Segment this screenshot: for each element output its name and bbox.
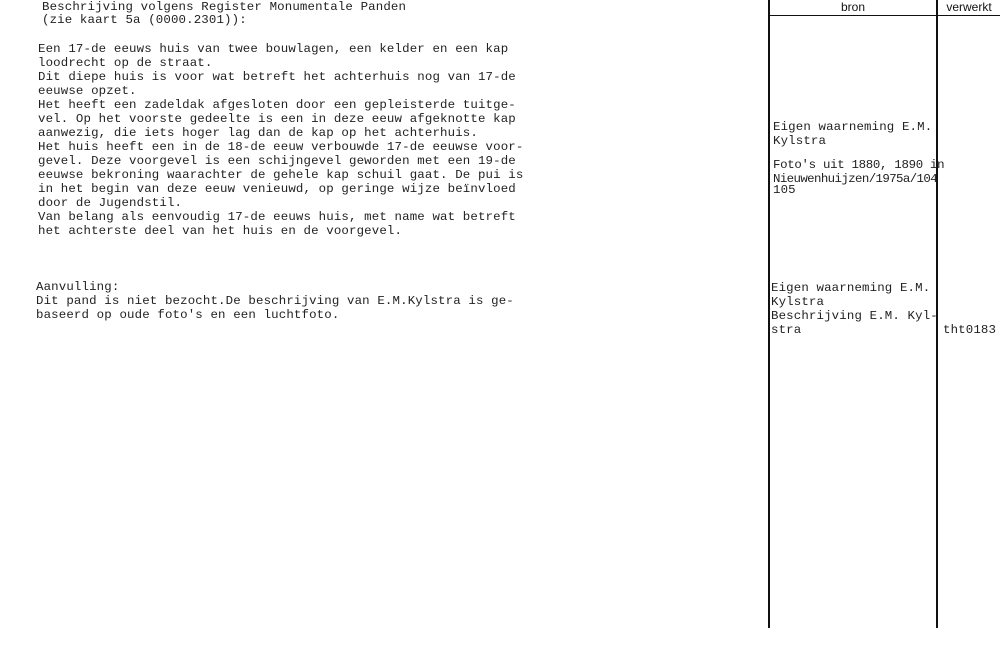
description-line: Dit diepe huis is voor wat betreft het achterhuis nog van 17-de <box>38 70 516 84</box>
bron-line: Eigen waarneming E.M. <box>773 120 933 134</box>
column-header-verwerkt: verwerkt <box>946 0 992 14</box>
description-line: eeuwse bekroning waarachter de gehele kap schuil gaat. De pui is <box>38 168 524 182</box>
bron-line: Foto's uit 1880, 1890 in <box>773 158 945 172</box>
description-line: in het begin van deze eeuw venieuwd, op geringe wijze beïnvloed <box>38 182 516 196</box>
bron-line: Kylstra <box>771 295 825 309</box>
aanvulling-line: Dit pand is niet bezocht.De beschrijving van E.M.Kylstra is ge- <box>36 294 514 308</box>
aanvulling-line: baseerd op oude foto's en een luchtfoto. <box>36 308 340 322</box>
bron-line: Kylstra <box>773 134 827 148</box>
description-line: het achterste deel van het huis en de voorgevel. <box>38 224 403 238</box>
description-line: eeuwse opzet. <box>38 84 137 98</box>
header-underline <box>769 15 1000 16</box>
description-line: Een 17-de eeuws huis van twee bouwlagen, een kelder en een kap <box>38 42 509 56</box>
verwerkt-code: tht0183 <box>943 323 997 337</box>
description-line: loodrecht op de straat. <box>38 56 213 70</box>
bron-line: 105 <box>773 183 796 197</box>
heading-line-1: Beschrijving volgens Register Monumentale Panden <box>42 0 407 14</box>
column-header-bron: bron <box>840 0 866 14</box>
bron-line: Nieuwenhuijzen/1975a/104 <box>773 172 938 186</box>
bron-line: Beschrijving E.M. Kyl- <box>771 309 938 323</box>
description-line: Het heeft een zadeldak afgesloten door een gepleisterde tuitge- <box>38 98 516 112</box>
bron-line: stra <box>771 323 802 337</box>
heading-line-2: (zie kaart 5a (0000.2301)): <box>42 13 247 27</box>
description-line: aanwezig, die iets hoger lag dan de kap op het achterhuis. <box>38 126 478 140</box>
description-line: gevel. Deze voorgevel is een schijngevel geworden met een 19-de <box>38 154 516 168</box>
description-line: vel. Op het voorste gedeelte is een in deze eeuw afgeknotte kap <box>38 112 516 126</box>
column-divider-left <box>768 0 770 628</box>
description-line: Van belang als eenvoudig 17-de eeuws huis, met name wat betreft <box>38 210 516 224</box>
description-line: door de Jugendstil. <box>38 196 183 210</box>
aanvulling-title: Aanvulling: <box>36 280 120 294</box>
bron-line: Eigen waarneming E.M. <box>771 281 931 295</box>
description-line: Het huis heeft een in de 18-de eeuw verbouwde 17-de eeuwse voor- <box>38 140 524 154</box>
